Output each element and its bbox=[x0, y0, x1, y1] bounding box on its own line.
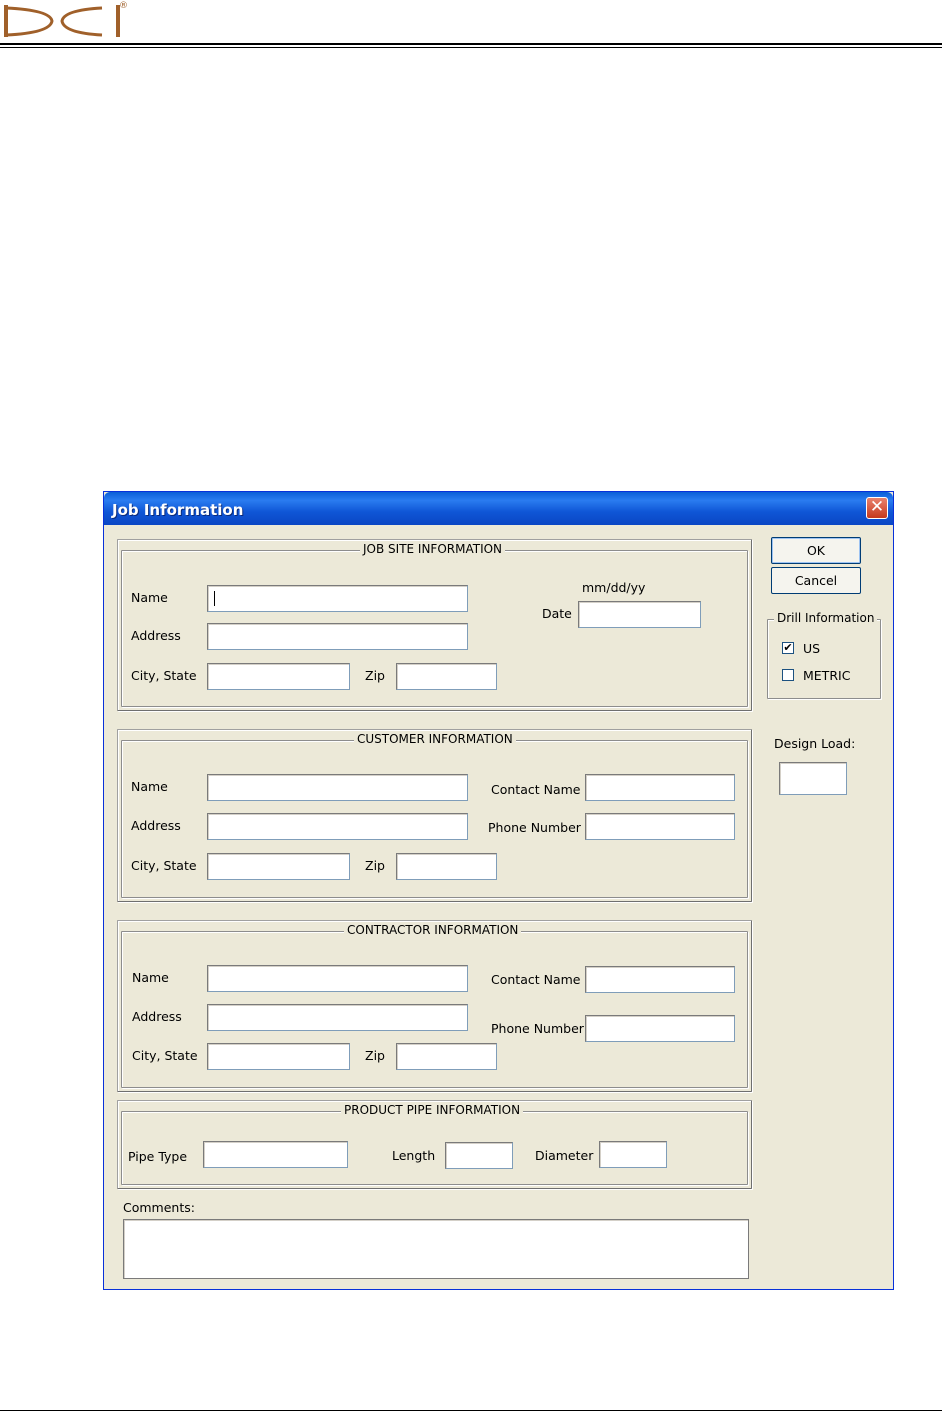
pipe-diameter-input[interactable] bbox=[599, 1141, 667, 1168]
date-label: Date bbox=[542, 606, 572, 621]
job-site-zip-label: Zip bbox=[365, 668, 385, 683]
comments-label: Comments: bbox=[123, 1200, 195, 1215]
dci-logo bbox=[2, 2, 132, 40]
cancel-button[interactable]: Cancel bbox=[771, 567, 861, 594]
contractor-name-label: Name bbox=[132, 970, 169, 985]
contractor-address-input[interactable] bbox=[207, 1004, 468, 1031]
job-information-dialog bbox=[103, 491, 894, 1290]
customer-heading: CUSTOMER INFORMATION bbox=[354, 732, 516, 746]
customer-phone-input[interactable] bbox=[585, 813, 735, 840]
customer-zip-label: Zip bbox=[365, 858, 385, 873]
customer-address-input[interactable] bbox=[207, 813, 468, 840]
contractor-panel bbox=[117, 920, 752, 1092]
job-site-zip-input[interactable] bbox=[396, 663, 497, 690]
customer-phone-label: Phone Number bbox=[488, 820, 581, 835]
customer-contact-input[interactable] bbox=[585, 774, 735, 801]
design-load-input[interactable] bbox=[779, 762, 847, 795]
registered-mark: ® bbox=[119, 1, 128, 11]
pipe-heading: PRODUCT PIPE INFORMATION bbox=[341, 1103, 523, 1117]
design-load-label: Design Load: bbox=[774, 736, 856, 751]
date-format-hint: mm/dd/yy bbox=[582, 580, 646, 595]
job-site-group bbox=[121, 542, 748, 707]
contractor-city-state-input[interactable] bbox=[207, 1043, 350, 1070]
pipe-length-label: Length bbox=[392, 1148, 436, 1163]
contractor-name-input[interactable] bbox=[207, 965, 468, 992]
comments-textarea[interactable] bbox=[123, 1219, 749, 1279]
contractor-zip-label: Zip bbox=[365, 1048, 385, 1063]
customer-contact-label: Contact Name bbox=[491, 782, 581, 797]
close-icon: ✕ bbox=[869, 497, 885, 517]
header-rule-thin bbox=[0, 47, 942, 48]
title-bar[interactable] bbox=[104, 492, 893, 525]
customer-name-input[interactable] bbox=[207, 774, 468, 801]
contractor-group bbox=[121, 923, 748, 1088]
footer-rule bbox=[0, 1410, 942, 1411]
job-site-name-label: Name bbox=[131, 590, 168, 605]
customer-city-state-input[interactable] bbox=[207, 853, 350, 880]
dialog-title: Job Information bbox=[112, 501, 244, 519]
job-site-city-state-input[interactable] bbox=[207, 663, 350, 690]
job-site-heading: JOB SITE INFORMATION bbox=[360, 542, 505, 556]
contractor-phone-label: Phone Number bbox=[491, 1021, 584, 1036]
job-site-name-input[interactable] bbox=[207, 585, 468, 612]
contractor-heading: CONTRACTOR INFORMATION bbox=[344, 923, 521, 937]
customer-zip-input[interactable] bbox=[396, 853, 497, 880]
customer-group bbox=[121, 732, 748, 898]
date-input[interactable] bbox=[578, 601, 701, 628]
job-site-address-label: Address bbox=[131, 628, 181, 643]
job-site-city-state-label: City, State bbox=[131, 668, 197, 683]
metric-checkbox[interactable] bbox=[782, 669, 794, 681]
contractor-city-state-label: City, State bbox=[132, 1048, 198, 1063]
pipe-diameter-label: Diameter bbox=[535, 1148, 594, 1163]
customer-city-state-label: City, State bbox=[131, 858, 197, 873]
customer-name-label: Name bbox=[131, 779, 168, 794]
close-button[interactable] bbox=[866, 497, 888, 519]
pipe-group bbox=[121, 1103, 748, 1185]
pipe-type-input[interactable] bbox=[203, 1141, 348, 1168]
ok-button[interactable]: OK bbox=[771, 537, 861, 564]
pipe-length-input[interactable] bbox=[445, 1142, 513, 1169]
pipe-panel bbox=[117, 1100, 752, 1189]
job-site-panel bbox=[117, 539, 752, 711]
pipe-type-label: Pipe Type bbox=[128, 1149, 188, 1164]
checkmark-icon: ✔ bbox=[783, 641, 793, 654]
customer-address-label: Address bbox=[131, 818, 181, 833]
customer-panel bbox=[117, 729, 752, 902]
contractor-contact-input[interactable] bbox=[585, 966, 735, 993]
drill-information-group bbox=[767, 611, 881, 699]
contractor-zip-input[interactable] bbox=[396, 1043, 497, 1070]
header-rule bbox=[0, 43, 942, 45]
contractor-phone-input[interactable] bbox=[585, 1015, 735, 1042]
metric-label: METRIC bbox=[803, 668, 851, 683]
job-site-address-input[interactable] bbox=[207, 623, 468, 650]
contractor-contact-label: Contact Name bbox=[491, 972, 581, 987]
text-caret bbox=[214, 591, 215, 606]
us-checkbox[interactable] bbox=[782, 642, 794, 654]
us-label: US bbox=[803, 641, 821, 656]
drill-information-heading: Drill Information bbox=[774, 611, 877, 625]
contractor-address-label: Address bbox=[132, 1009, 182, 1024]
